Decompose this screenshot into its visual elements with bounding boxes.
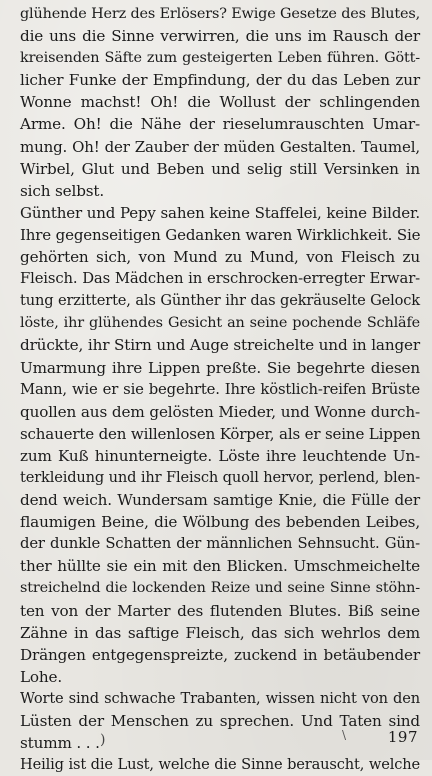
- text-line: ther hüllte sie ein mit den Blicken. Umschmeichelte: [20, 557, 420, 576]
- text-line: Zähne in das saftige Fleisch, das sich wehrlos dem: [20, 623, 420, 642]
- margin-mark: \: [342, 728, 347, 742]
- text-line: Lüsten der Menschen zu sprechen. Und Taten sind: [20, 712, 420, 730]
- text-line: kreisenden Säfte zum gesteigerten Leben führen. Gött-: [20, 50, 420, 67]
- text-line: Günther und Pepy sahen keine Staffelei, keine Bilder.: [20, 203, 420, 222]
- text-line: Wirbel, Glut und Beben und selig still Versinken in: [20, 159, 420, 178]
- text-line: terkleidung und ihr Fleisch quoll hervor, perlend, blen-: [20, 468, 420, 486]
- text-line: der dunkle Schatten der männlichen Sehnsucht. Gün-: [20, 535, 420, 553]
- text-line: zum Kuß hinunterneigte. Löste ihre leuchtende Un-: [20, 446, 420, 465]
- text-line: sich selbst.: [20, 181, 105, 200]
- text-line: licher Funke der Empfindung, der du das Leben zur: [20, 71, 420, 90]
- text-line: Wonne machst! Oh! die Wollust der schlingenden: [20, 93, 420, 112]
- text-line: Heilig ist die Lust, welche die Sinne berauscht, welche: [20, 756, 420, 774]
- text-line: Arme. Oh! die Nähe der rieselumrauschten Umar-: [20, 115, 420, 134]
- text-line: schauerte den willenlosen Körper, als er seine Lippen: [20, 424, 421, 443]
- text-line: gehörten sich, von Mund zu Mund, von Fleisch zu: [20, 248, 420, 267]
- text-line: dend weich. Wundersam samtige Knie, die Fülle der: [20, 491, 420, 510]
- text-line: flaumigen Beine, die Wölbung des bebenden Leibes,: [20, 513, 420, 532]
- text-line: stumm . . .: [20, 734, 100, 753]
- text-line: die uns die Sinne verwirren, die uns im Rausch der: [20, 27, 420, 46]
- text-line: quollen aus dem gelösten Mieder, und Wonne durch-: [20, 402, 420, 421]
- text-line: mung. Oh! der Zauber der müden Gestalten. Taumel,: [20, 137, 420, 156]
- text-line: glühende Herz des Erlösers? Ewige Gesetze des Blutes,: [20, 6, 420, 22]
- page-number: 197: [387, 728, 418, 746]
- page-footer: [20, 728, 420, 750]
- text-line: drückte, ihr Stirn und Auge streichelte und in langer: [20, 336, 420, 355]
- text-line: Worte sind schwache Trabanten, wissen nicht von den: [20, 689, 420, 707]
- body-text: [20, 3, 420, 776]
- text-line: Mann, wie er sie begehrte. Ihre köstlich-reifen Brüste: [20, 380, 420, 398]
- text-line: Lohe.: [20, 667, 63, 686]
- text-line: Drängen entgegenspreizte, zuckend in betäubender: [20, 645, 420, 664]
- text-line: Umarmung ihre Lippen preßte. Sie begehrte diesen: [20, 358, 420, 377]
- text-line: Ihre gegenseitigen Gedanken waren Wirklichkeit. Sie: [20, 225, 421, 244]
- text-line: ten von der Marter des flutenden Blutes. Biß seine: [20, 601, 420, 620]
- margin-mark: ): [100, 732, 106, 748]
- text-line: streichelnd die lockenden Reize und seine Sinne stöhn-: [20, 580, 420, 597]
- text-line: tung erzitterte, als Günther ihr das gekräuselte Gelock: [20, 292, 420, 310]
- text-line: löste, ihr glühendes Gesicht an seine pochende Schläfe: [20, 315, 420, 332]
- text-line: Fleisch. Das Mädchen in erschrocken-erregter Erwar-: [20, 270, 420, 288]
